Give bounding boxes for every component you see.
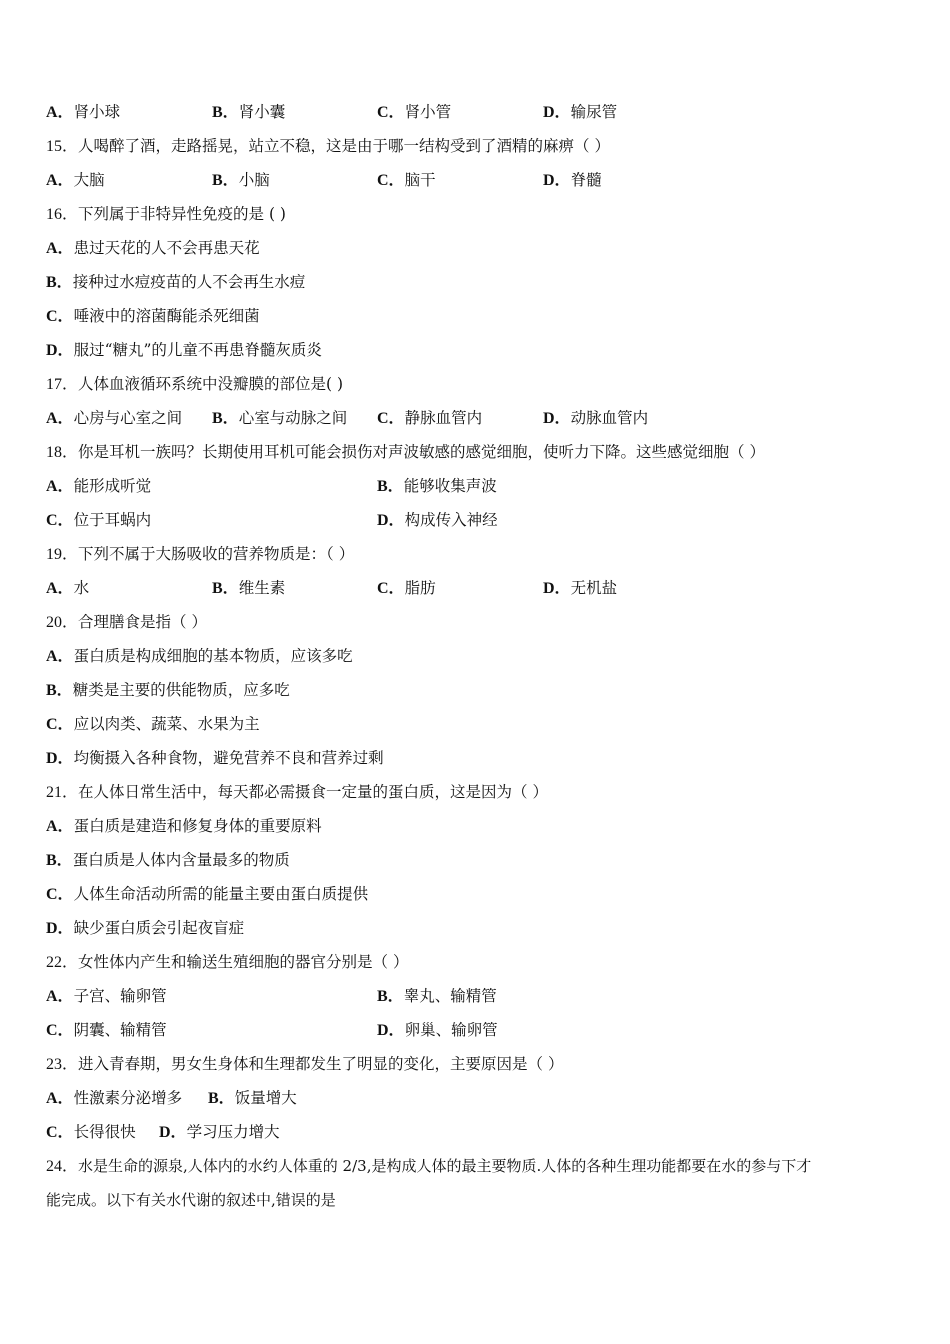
q14-option-c: C．肾小管 xyxy=(377,103,452,121)
q19-option-a: A．水 xyxy=(46,579,90,597)
q17-stem: 17．人体血液循环系统中没瓣膜的部位是( ) xyxy=(46,375,344,393)
q22-option-b: B．睾丸、输精管 xyxy=(377,987,497,1005)
q14-option-a: A．肾小球 xyxy=(46,103,121,121)
q23-option-d: D．学习压力增大 xyxy=(159,1123,280,1141)
q18-option-d: D．构成传入神经 xyxy=(377,511,498,529)
q23-stem: 23．进入青春期，男女生身体和生理都发生了明显的变化，主要原因是（ ） xyxy=(46,1055,564,1073)
q20-stem: 20．合理膳食是指（ ） xyxy=(46,613,207,631)
q21-option-d: D．缺少蛋白质会引起夜盲症 xyxy=(46,919,245,937)
q16-stem: 16．下列属于非特异性免疫的是 ( ) xyxy=(46,205,286,223)
q21-option-a: A．蛋白质是建造和修复身体的重要原料 xyxy=(46,817,322,835)
q22-option-d: D．卵巢、输卵管 xyxy=(377,1021,498,1039)
q20-option-b: B．糖类是主要的供能物质，应多吃 xyxy=(46,681,290,699)
q22-stem: 22．女性体内产生和输送生殖细胞的器官分别是（ ） xyxy=(46,953,409,971)
q14-option-b: B．肾小囊 xyxy=(212,103,286,121)
q19-option-b: B．维生素 xyxy=(212,579,286,597)
q18-option-a: A．能形成听觉 xyxy=(46,477,152,495)
q16-option-c: C．唾液中的溶菌酶能杀死细菌 xyxy=(46,307,260,325)
q20-option-c: C．应以肉类、蔬菜、水果为主 xyxy=(46,715,260,733)
q21-stem: 21．在人体日常生活中，每天都必需摄食一定量的蛋白质，这是因为（ ） xyxy=(46,783,548,801)
q16-option-d: D．服过“糖丸”的儿童不再患脊髓灰质炎 xyxy=(46,341,322,359)
q15-option-b: B．小脑 xyxy=(212,171,270,189)
q20-option-a: A．蛋白质是构成细胞的基本物质，应该多吃 xyxy=(46,647,353,665)
q21-option-c: C．人体生命活动所需的能量主要由蛋白质提供 xyxy=(46,885,369,903)
q18-option-b: B．能够收集声波 xyxy=(377,477,497,495)
q17-option-d: D．动脉血管内 xyxy=(543,409,649,427)
q21-option-b: B．蛋白质是人体内含量最多的物质 xyxy=(46,851,290,869)
q17-option-b: B．心室与动脉之间 xyxy=(212,409,348,427)
q15-stem: 15．人喝醉了酒，走路摇晃，站立不稳，这是由于哪一结构受到了酒精的麻痹（ ） xyxy=(46,137,610,155)
q19-stem: 19．下列不属于大肠吸收的营养物质是：（ ） xyxy=(46,545,355,563)
q24-stem-line-1: 24．水是生命的源泉,人体内的水约人体重的 2/3,是构成人体的最主要物质.人体的各种生理功能都要在水的参与下才 xyxy=(46,1157,812,1175)
q14-option-d: D．输尿管 xyxy=(543,103,618,121)
q22-option-a: A．子宫、输卵管 xyxy=(46,987,167,1005)
q15-option-c: C．脑干 xyxy=(377,171,436,189)
q15-option-d: D．脊髓 xyxy=(543,171,602,189)
q23-option-c: C．长得很快 xyxy=(46,1123,136,1141)
q17-option-c: C．静脉血管内 xyxy=(377,409,483,427)
q17-option-a: A．心房与心室之间 xyxy=(46,409,183,427)
q23-option-a: A．性激素分泌增多 xyxy=(46,1089,183,1107)
q16-option-b: B．接种过水痘疫苗的人不会再生水痘 xyxy=(46,273,306,291)
q18-option-c: C．位于耳蜗内 xyxy=(46,511,152,529)
q20-option-d: D．均衡摄入各种食物，避免营养不良和营养过剩 xyxy=(46,749,384,767)
q23-option-b: B．饭量增大 xyxy=(208,1089,297,1107)
q24-stem-line-2: 能完成。以下有关水代谢的叙述中,错误的是 xyxy=(46,1191,336,1209)
q16-option-a: A．患过天花的人不会再患天花 xyxy=(46,239,260,257)
q18-stem: 18．你是耳机一族吗？长期使用耳机可能会损伤对声波敏感的感觉细胞，使听力下降。这些感觉细胞（ ） xyxy=(46,443,765,461)
q15-option-a: A．大脑 xyxy=(46,171,105,189)
q19-option-d: D．无机盐 xyxy=(543,579,618,597)
q22-option-c: C．阴囊、输精管 xyxy=(46,1021,167,1039)
q19-option-c: C．脂肪 xyxy=(377,579,436,597)
